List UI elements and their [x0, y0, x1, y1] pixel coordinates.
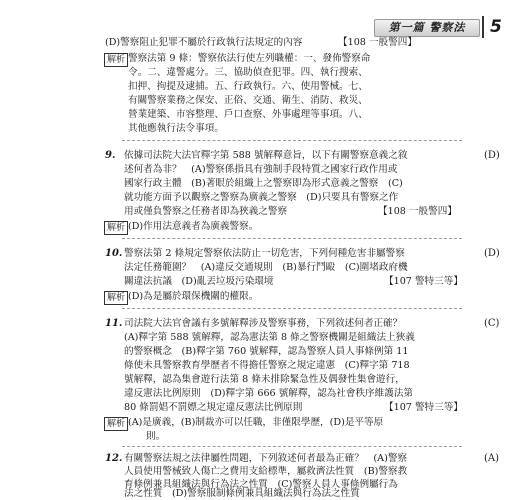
analysis-line: 營業建築、市容整理、戶口查察、外事處理等事項。八、: [128, 109, 368, 120]
question-text: 的警察概念 (B)釋字第 760 號解釋，認為警察人員人事條例第 11: [124, 346, 409, 357]
divider: [122, 446, 462, 447]
answer-key: (D): [484, 248, 500, 259]
question-text: 法之性質 (D)警察服制條例兼具組織法與行為法之性質: [124, 488, 360, 499]
question-text: 警察法第 2 條規定警察依法防止一切危害，下列何種危害非屬警察: [124, 248, 405, 259]
analysis-line: 扣押、拘提及逮捕。五、行政執行。六、使用警械。七、: [128, 81, 368, 92]
question-number: 12.: [105, 453, 123, 464]
question-text: 司法院大法官會議有多號解釋涉及警察事務，下列敘述何者正確？: [124, 318, 403, 329]
question-text: 人員使用警械致人傷亡之費用支給標準，屬救濟法性質 (B)警察教: [124, 466, 408, 477]
analysis-line: 有關警察業務之保安、正俗、交通、衛生、消防、救災、: [128, 95, 368, 106]
analysis-label: 解析: [104, 53, 128, 67]
answer-key: (C): [484, 318, 500, 329]
prev-option-d: (D)警察阻止犯罪不屬於行政執行法規定的內容: [105, 37, 303, 48]
analysis-line: (D)作用法意義者為廣義警察。: [128, 221, 259, 232]
answer-key: (D): [484, 150, 500, 161]
divider: [122, 140, 462, 141]
question-text: 80 條罰娼不罰嫖之規定違反憲法比例原則: [124, 402, 303, 413]
analysis-line: (D)為是屬於環保機關的權限。: [128, 291, 259, 302]
question-number: 10.: [105, 248, 123, 259]
page-number: 5: [482, 16, 506, 38]
exam-ref: 【107 警特三等】: [384, 402, 463, 413]
analysis-label: 解析: [104, 221, 128, 235]
question-text: 關違法抗議 (D)亂丟垃圾污染環境: [124, 276, 274, 287]
analysis-line: 警察法第 9 條：警察依法行使左列職權：一、發佈警察命: [128, 53, 371, 64]
analysis-label: 解析: [104, 291, 128, 305]
exam-ref: 【107 警特三等】: [384, 276, 463, 287]
divider: [122, 238, 462, 239]
prev-ref: 【108 一般警四】: [338, 37, 417, 48]
question-text: 有關警察法規之法律屬性問題，下列敘述何者最為正確？ (A)警察: [124, 453, 408, 464]
question-text: 育條例兼具組織法與行為法之性質 (C)警察人員人事條例屬行為: [124, 479, 398, 490]
analysis-line: (A)是廣義，(B)制裁亦可以任職，非僅限學歷，(D)是平等原: [128, 417, 384, 428]
analysis-line: 令。二、違警處分。三、協助偵查犯罪。四、執行搜索、: [128, 67, 368, 78]
exam-ref: 【108 一般警四】: [378, 206, 457, 217]
question-text: 違反憲法比例原則 (D)釋字第 666 號解釋，認為社會秩序維護法第: [124, 388, 414, 399]
question-text: 用或僅負警察之任務者即為狹義之警察: [124, 206, 288, 217]
question-text: 國家行政主體 (B)著眼於組織上之警察即為形式意義之警察 (C): [124, 178, 403, 189]
answer-key: (A): [484, 453, 500, 464]
question-number: 9.: [105, 150, 116, 161]
analysis-label: 解析: [104, 417, 128, 431]
question-text: 就功能方面予以觀察之警察為廣義之警察 (D)只要具有警察之作: [124, 192, 399, 203]
divider: [122, 308, 462, 309]
question-text: 法定任務範圍？ (A)違反交通規則 (B)暴行鬥毆 (C)圍堵政府機: [124, 262, 408, 273]
analysis-line: 則。: [146, 431, 166, 442]
question-text: (A)釋字第 588 號解釋，認為憲法第 8 條之警察機關是組織法上狹義: [124, 332, 415, 343]
chapter-title: 第一篇 警察法: [374, 19, 480, 37]
question-number: 11.: [105, 318, 123, 329]
question-text: 號解釋，認為集會遊行法第 8 條未排除緊急性及偶發性集會遊行，: [124, 374, 405, 385]
question-text: 依據司法院大法官釋字第 588 號解釋意旨，以下有關警察意義之敘: [124, 150, 408, 161]
question-text: 述何者為非？ (A)警察係指具有強制手段特質之國家行政作用或: [124, 164, 398, 175]
analysis-line: 其他應執行法令事項。: [128, 123, 224, 134]
question-text: 條使未具警察教育學歷者不得擔任警察之規定違憲 (C)釋字第 718: [124, 360, 410, 371]
